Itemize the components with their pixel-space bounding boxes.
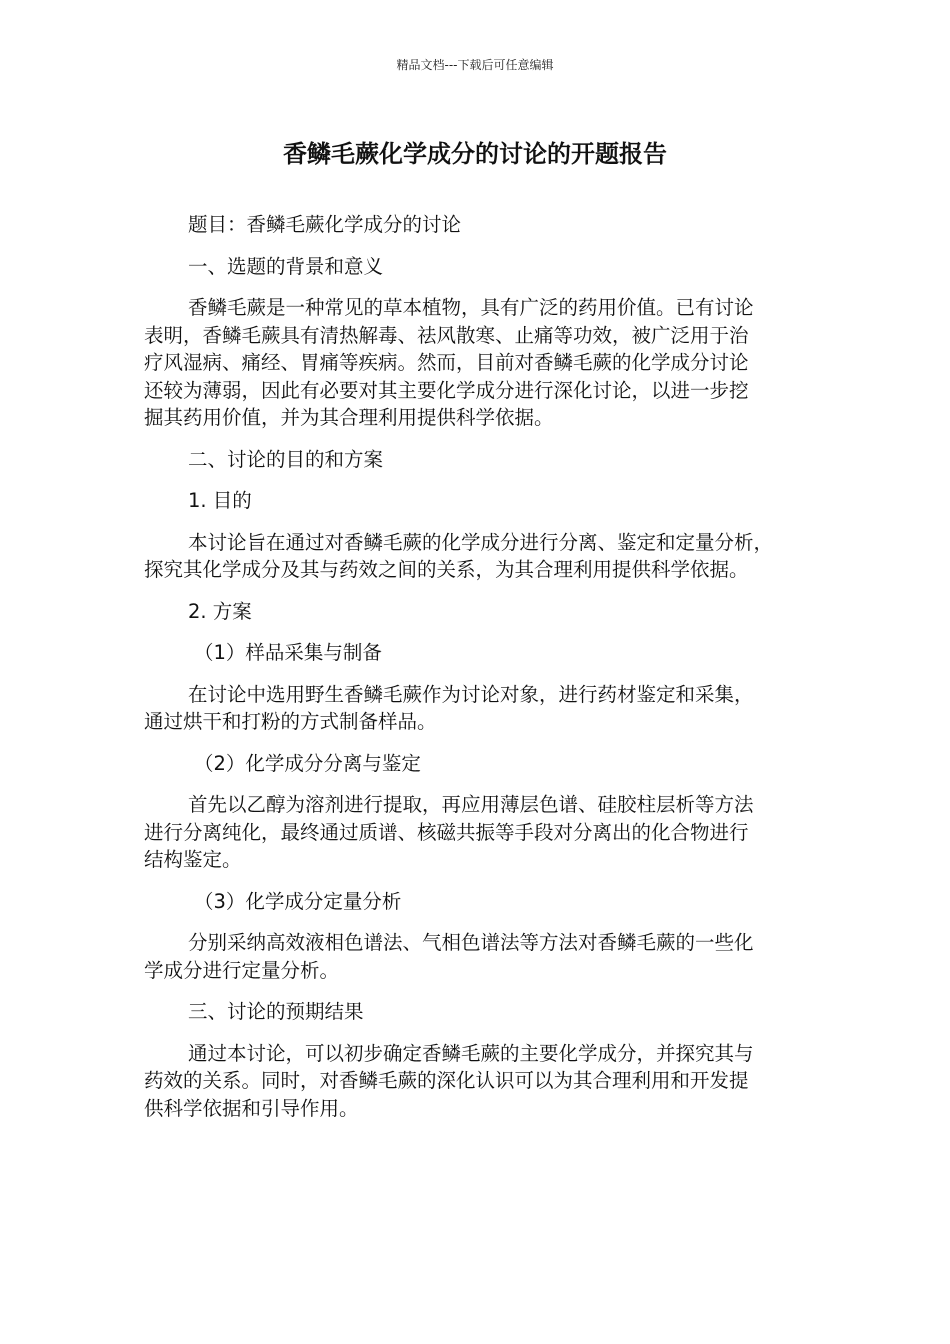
paragraph-line: 在讨论中选用野生香鳞毛蕨作为讨论对象，进行药材鉴定和采集，: [188, 682, 754, 706]
paragraph-quantitative: [144, 929, 804, 984]
document-body: [144, 211, 804, 1136]
paragraph-line: 探究其化学成分及其与药效之间的关系，为其合理利用提供科学依据。: [144, 558, 749, 581]
paragraph-line: 通过烘干和打粉的方式制备样品。: [144, 710, 437, 733]
section-heading-expected-results: 三、讨论的预期结果: [188, 1000, 364, 1023]
paragraph-line: 还较为薄弱，因此有必要对其主要化学成分进行深化讨论，以进一步挖: [144, 378, 749, 402]
paragraph-line: 学成分进行定量分析。: [144, 958, 340, 982]
paragraph-line: 香鳞毛蕨是一种常见的草本植物，具有广泛的药用价值。已有讨论: [188, 296, 754, 319]
subsection-heading-plan: 2. 方案: [188, 599, 252, 623]
section-heading-purpose-plan: 二、讨论的目的和方案: [188, 447, 384, 471]
paragraph-line: 通过本讨论，可以初步确定香鳞毛蕨的主要化学成分，并探究其与: [188, 1041, 754, 1065]
paragraph-purpose: [144, 529, 804, 584]
paragraph-expected-results: [144, 1040, 804, 1123]
paragraph-line: 首先以乙醇为溶剂进行提取，再应用薄层色谱、硅胶柱层析等方法: [188, 793, 754, 816]
paragraph-line: 表明，香鳞毛蕨具有清热解毒、祛风散寒、止痛等功效，被广泛用于治: [144, 323, 749, 347]
paragraph-line: 结构鉴定。: [144, 848, 242, 871]
item-heading-sampling: （1）样品采集与制备: [194, 641, 382, 664]
topic-line: 题目：香鳞毛蕨化学成分的讨论: [188, 213, 462, 236]
paragraph-line: 疗风湿病、痛经、胃痛等疾病。然而，目前对香鳞毛蕨的化学成分讨论: [144, 351, 749, 374]
item-heading-quantitative: （3）化学成分定量分析: [194, 889, 402, 913]
subsection-heading-purpose: 1. 目的: [188, 489, 252, 512]
section-heading-background: 一、选题的背景和意义: [188, 254, 384, 278]
paragraph-line: 进行分离纯化，最终通过质谱、核磁共振等手段对分离出的化合物进行: [144, 820, 749, 844]
paragraph-sampling: [144, 681, 804, 736]
document-title: 香鳞毛蕨化学成分的讨论的开题报告: [283, 140, 667, 168]
paragraph-background: [144, 294, 804, 432]
paragraph-line: 药效的关系。同时，对香鳞毛蕨的深化认识可以为其合理利用和开发提: [144, 1069, 749, 1092]
paragraph-line: 供科学依据和引导作用。: [144, 1096, 359, 1120]
page-header: 精品文档---下载后可任意编辑: [396, 58, 554, 72]
paragraph-line: 掘其药用价值，并为其合理利用提供科学依据。: [144, 406, 554, 429]
paragraph-line: 分别采纳高效液相色谱法、气相色谱法等方法对香鳞毛蕨的一些化: [188, 931, 754, 954]
item-heading-separation: （2）化学成分分离与鉴定: [194, 751, 421, 775]
paragraph-line: 本讨论旨在通过对香鳞毛蕨的化学成分进行分离、鉴定和定量分析，: [188, 530, 774, 554]
paragraph-separation: [144, 791, 804, 874]
